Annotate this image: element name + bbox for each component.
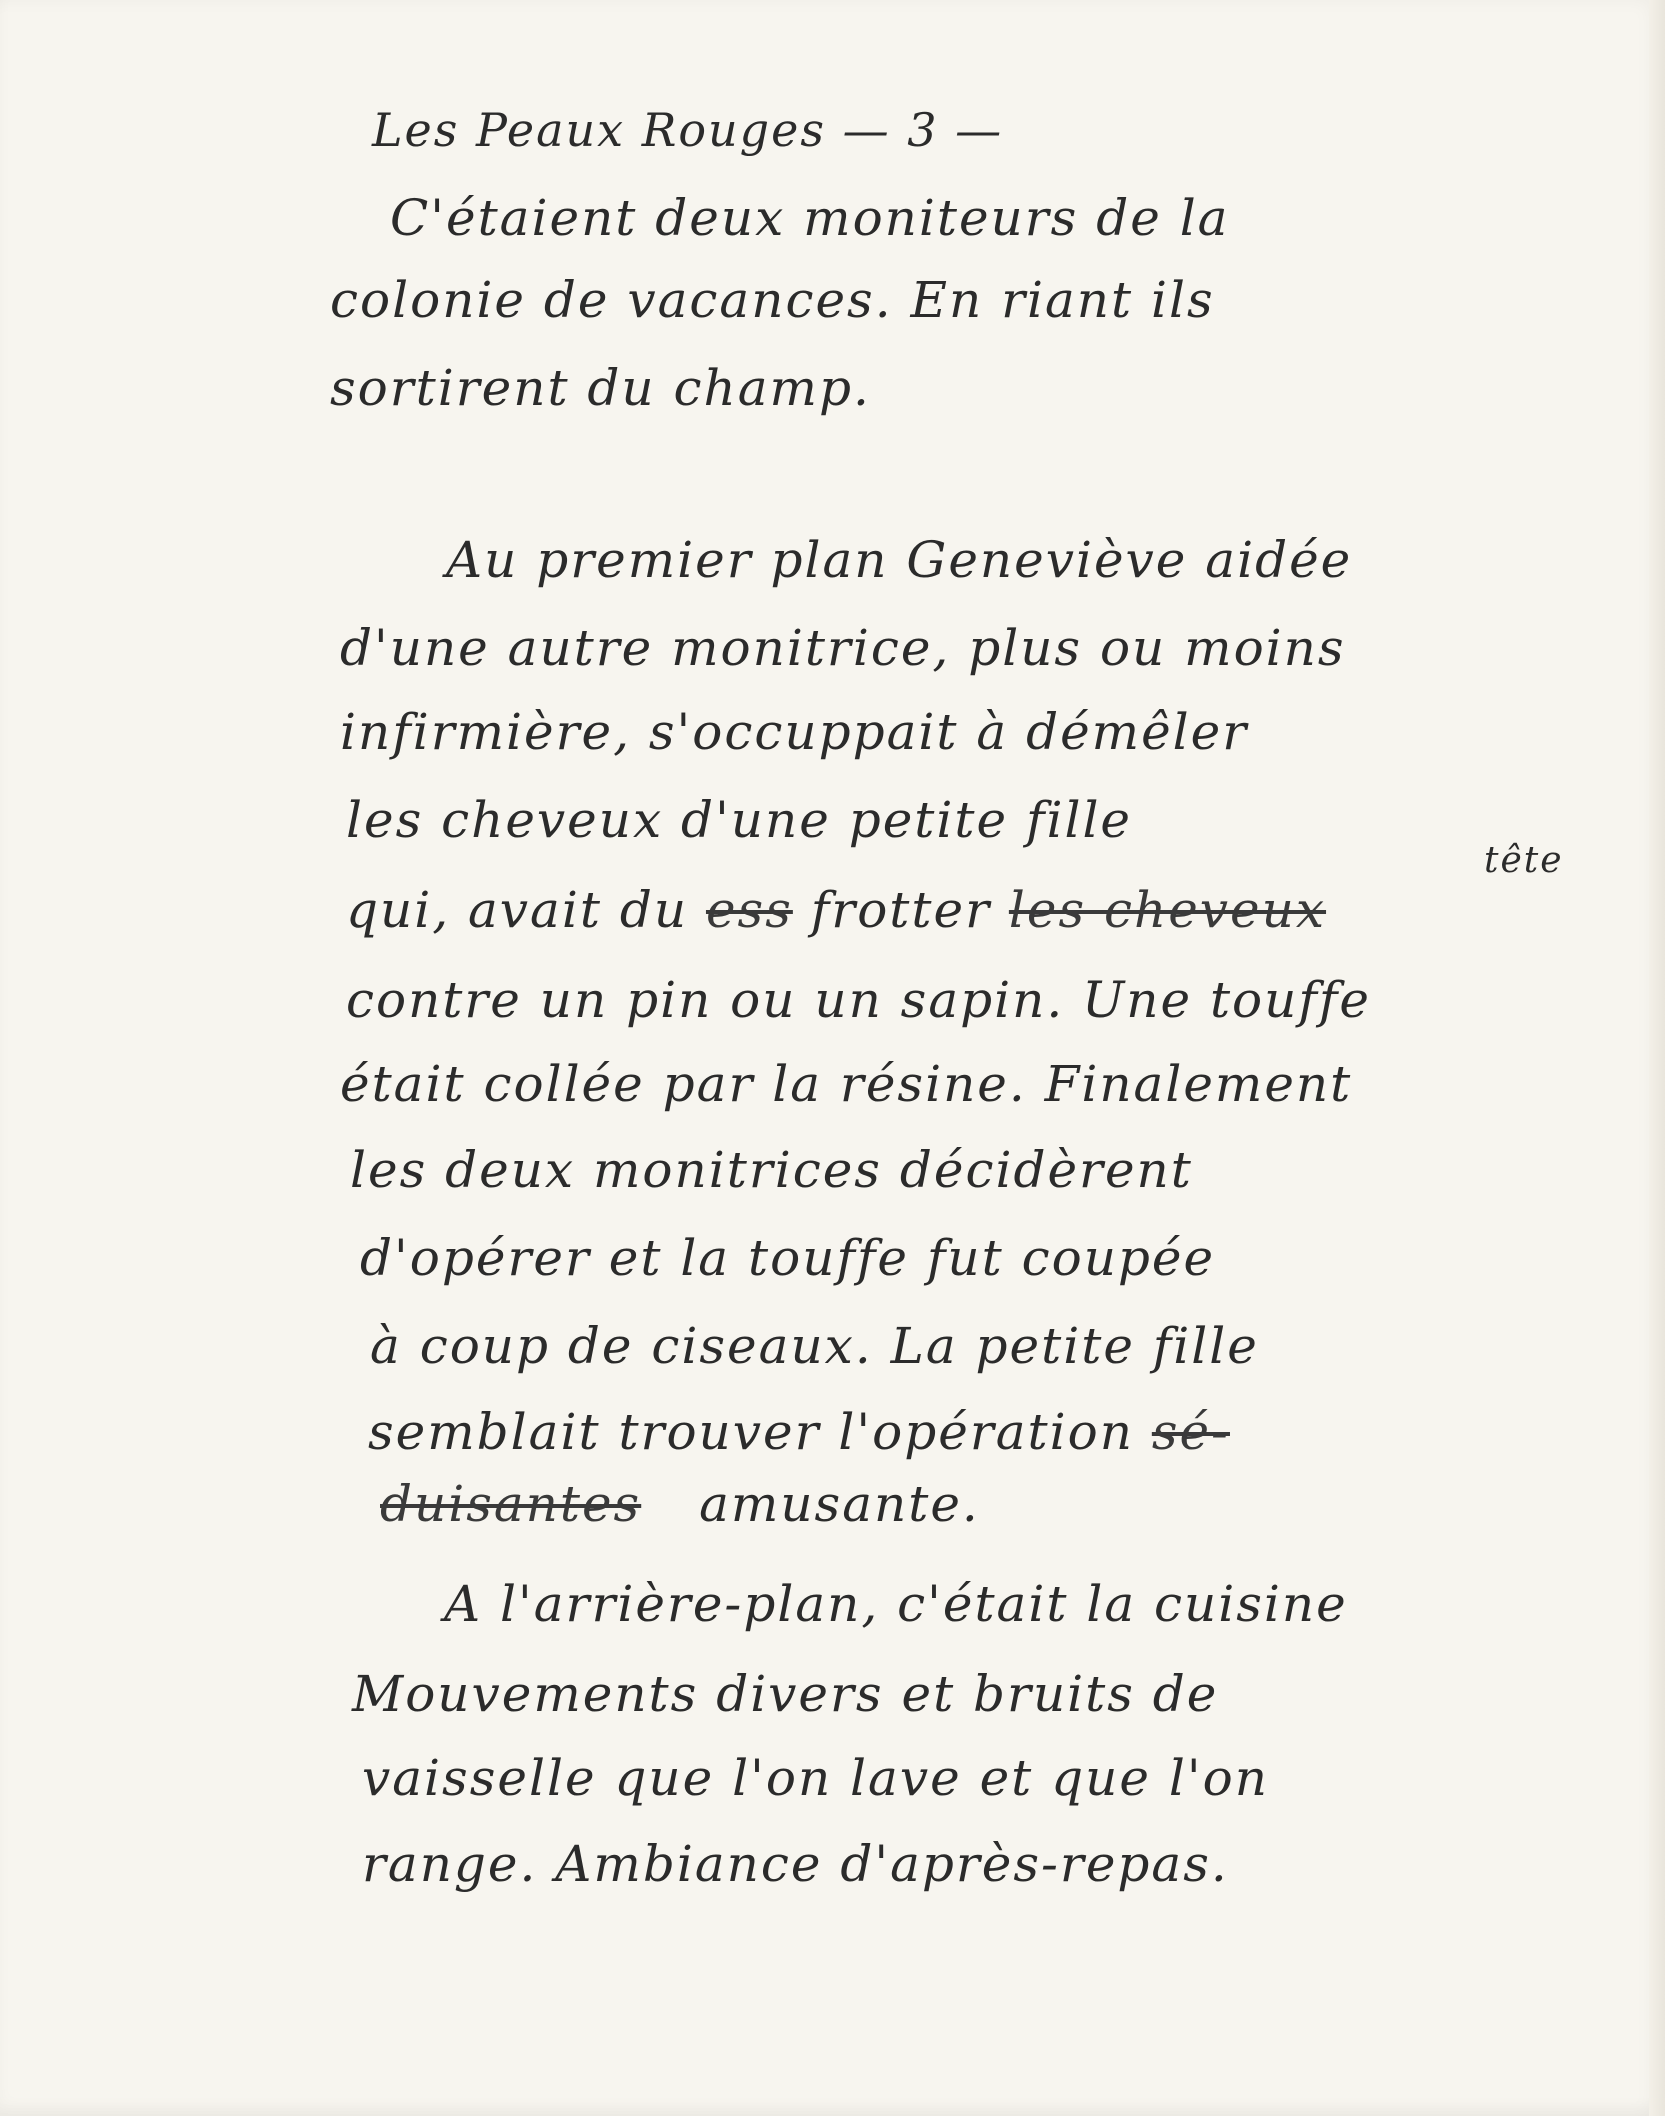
text-line: était collée par la résine. Finalement [340, 1055, 1353, 1113]
text-line: Au premier plan Geneviève aidée [446, 531, 1353, 589]
text-line: C'étaient deux moniteurs de la [390, 189, 1230, 247]
crossed-out-word: duisantes [380, 1475, 642, 1533]
text-line: d'opérer et la touffe fut coupée [360, 1229, 1216, 1287]
crossed-out-word: sé- [1151, 1403, 1230, 1461]
crossed-out-words: les cheveux [1008, 881, 1327, 939]
text-line: Mouvements divers et bruits de [352, 1665, 1219, 1723]
text-line: d'une autre monitrice, plus ou moins [340, 619, 1346, 677]
page-title: Les Peaux Rouges — 3 — [372, 103, 1004, 157]
text-line-with-corrections [380, 1474, 980, 1534]
text-line: infirmière, s'occuppait à démêler [340, 703, 1249, 761]
text-line: sortirent du champ. [330, 359, 871, 417]
text-line-with-corrections [368, 1402, 1230, 1462]
text-line: vaisselle que l'on lave et que l'on [362, 1749, 1269, 1807]
crossed-out-word: ess [705, 881, 793, 939]
text-line: à coup de ciseaux. La petite fille [370, 1317, 1259, 1375]
text-line-with-corrections [346, 880, 1326, 940]
paper-edge [1649, 0, 1665, 2116]
text-line: les cheveux d'une petite fille [346, 791, 1133, 849]
text-segment: frotter [810, 881, 991, 939]
text-line: les deux monitrices décidèrent [350, 1141, 1193, 1199]
inserted-word: tête [1484, 840, 1564, 881]
text-segment: amusante. [699, 1475, 980, 1533]
text-line: colonie de vacances. En riant ils [330, 271, 1215, 329]
text-line: contre un pin ou un sapin. Une touffe [346, 971, 1371, 1029]
text-line: range. Ambiance d'après-repas. [362, 1835, 1229, 1893]
text-segment: semblait trouver l'opération [368, 1403, 1134, 1461]
text-segment: qui, avait du [346, 881, 689, 939]
text-line: A l'arrière-plan, c'était la cuisine [444, 1575, 1348, 1633]
